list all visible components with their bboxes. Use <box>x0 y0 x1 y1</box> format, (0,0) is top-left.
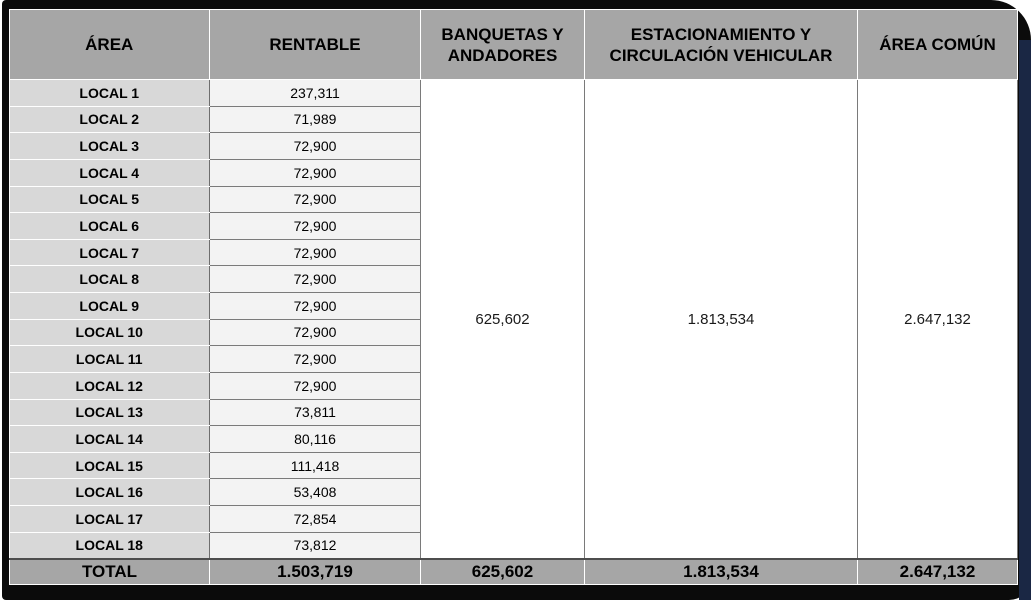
area-cell: LOCAL 3 <box>10 133 210 160</box>
area-cell: LOCAL 9 <box>10 293 210 320</box>
total-area-comun: 2.647,132 <box>858 559 1018 584</box>
total-label: TOTAL <box>10 559 210 584</box>
table-row <box>10 80 1018 107</box>
area-cell: LOCAL 15 <box>10 452 210 479</box>
rentable-cell: 53,408 <box>210 479 421 506</box>
table-body <box>10 80 1018 585</box>
header-area: ÁREA <box>10 10 210 80</box>
merged-estacionamiento: 1.813,534 <box>585 80 858 560</box>
frame-right-accent <box>1019 40 1031 600</box>
area-cell: LOCAL 4 <box>10 159 210 186</box>
rentable-cell: 80,116 <box>210 426 421 453</box>
area-table <box>9 9 1018 585</box>
total-banquetas: 625,602 <box>421 559 585 584</box>
total-rentable: 1.503,719 <box>210 559 421 584</box>
area-cell: LOCAL 7 <box>10 239 210 266</box>
header-estacionamiento <box>585 10 858 80</box>
rentable-cell: 72,900 <box>210 186 421 213</box>
area-cell: LOCAL 8 <box>10 266 210 293</box>
area-cell: LOCAL 1 <box>10 80 210 107</box>
rentable-cell: 72,900 <box>210 213 421 240</box>
merged-area-comun: 2.647,132 <box>858 80 1018 560</box>
area-cell: LOCAL 12 <box>10 372 210 399</box>
area-cell: LOCAL 11 <box>10 346 210 373</box>
rentable-cell: 72,854 <box>210 506 421 533</box>
total-estacionamiento: 1.813,534 <box>585 559 858 584</box>
area-cell: LOCAL 5 <box>10 186 210 213</box>
rentable-cell: 111,418 <box>210 452 421 479</box>
area-cell: LOCAL 6 <box>10 213 210 240</box>
rentable-cell: 72,900 <box>210 346 421 373</box>
rentable-cell: 237,311 <box>210 80 421 107</box>
area-cell: LOCAL 2 <box>10 106 210 133</box>
area-cell: LOCAL 17 <box>10 506 210 533</box>
header-banquetas-line2: ANDADORES <box>447 45 558 65</box>
header-estacionamiento-line2: CIRCULACIÓN VEHICULAR <box>609 45 833 65</box>
merged-banquetas: 625,602 <box>421 80 585 560</box>
header-estacionamiento-line1: ESTACIONAMIENTO Y <box>630 24 812 44</box>
rentable-cell: 73,811 <box>210 399 421 426</box>
rentable-cell: 72,900 <box>210 293 421 320</box>
rentable-cell: 73,812 <box>210 532 421 559</box>
rentable-cell: 72,900 <box>210 319 421 346</box>
rentable-cell: 72,900 <box>210 266 421 293</box>
header-row <box>10 10 1018 80</box>
header-banquetas <box>421 10 585 80</box>
area-cell: LOCAL 16 <box>10 479 210 506</box>
rentable-cell: 72,900 <box>210 133 421 160</box>
rentable-cell: 72,900 <box>210 159 421 186</box>
area-cell: LOCAL 18 <box>10 532 210 559</box>
header-banquetas-line1: BANQUETAS Y <box>441 24 564 44</box>
rentable-cell: 72,900 <box>210 372 421 399</box>
header-area-comun: ÁREA COMÚN <box>858 10 1018 80</box>
header-rentable: RENTABLE <box>210 10 421 80</box>
total-row <box>10 559 1018 584</box>
rentable-cell: 71,989 <box>210 106 421 133</box>
area-cell: LOCAL 13 <box>10 399 210 426</box>
area-cell: LOCAL 14 <box>10 426 210 453</box>
area-cell: LOCAL 10 <box>10 319 210 346</box>
rentable-cell: 72,900 <box>210 239 421 266</box>
